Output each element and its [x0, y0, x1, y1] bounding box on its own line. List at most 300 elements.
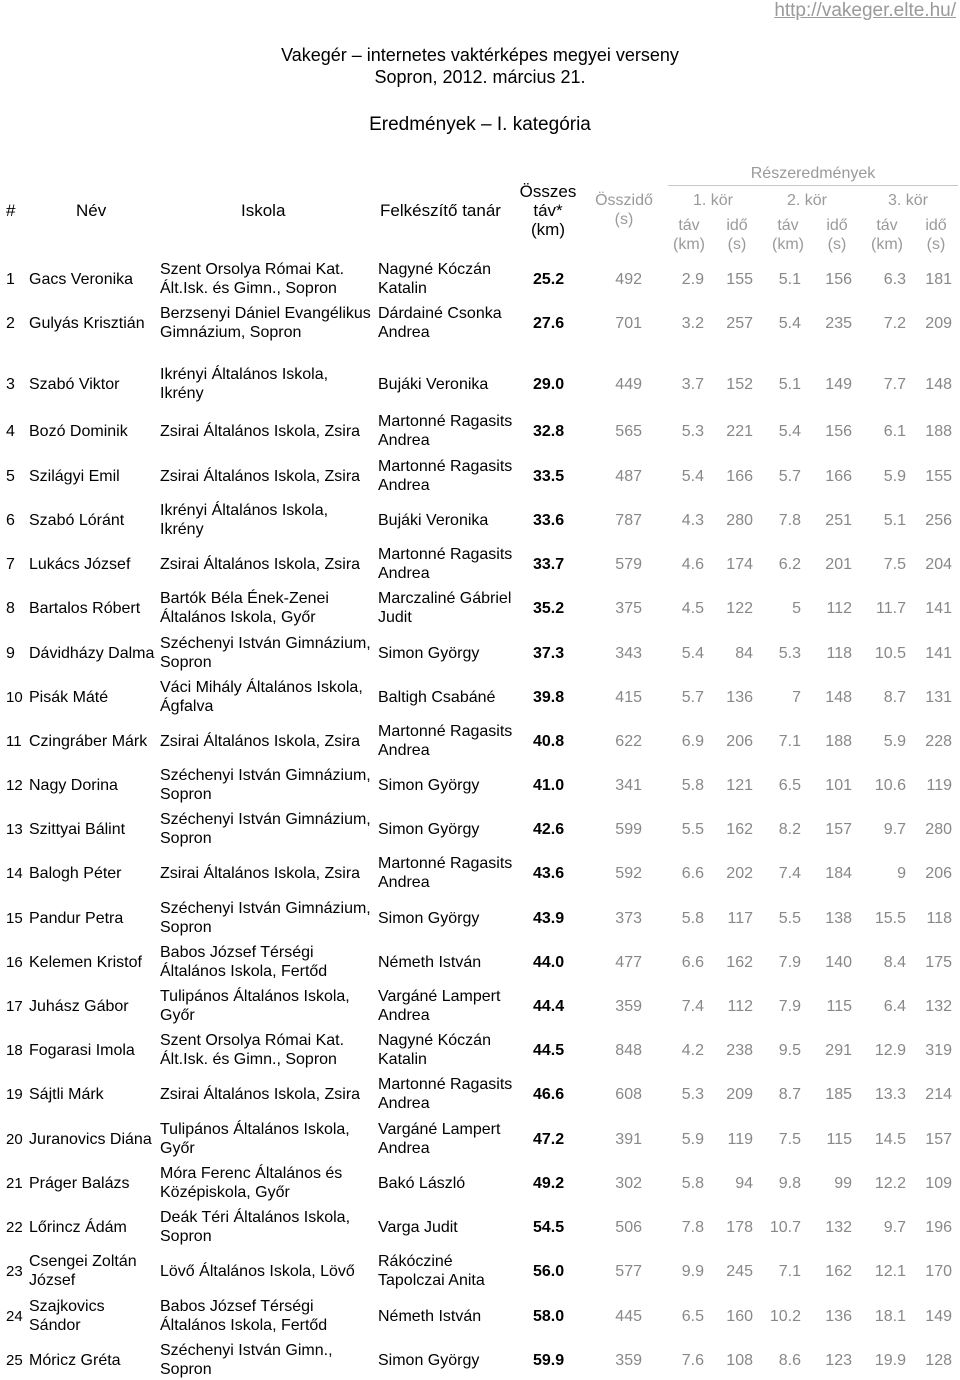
row-number: 11 — [6, 732, 22, 750]
round-2-time: 156 — [825, 270, 852, 288]
round-1-time: 94 — [735, 1174, 753, 1192]
row-number: 12 — [6, 776, 23, 794]
student-name: Balogh Péter — [29, 864, 122, 882]
round-1-distance: 7.8 — [681, 1218, 704, 1236]
total-time: 506 — [615, 1218, 642, 1236]
total-distance: 46.6 — [533, 1085, 565, 1103]
table-row — [0, 853, 960, 893]
row-number: 2 — [6, 314, 15, 332]
round-1-distance: 5.8 — [681, 909, 704, 927]
round-1-time: 206 — [726, 732, 753, 750]
round-2-distance: 8.6 — [778, 1351, 801, 1369]
round-2-distance: 9.5 — [778, 1041, 801, 1059]
round-1-distance: 6.9 — [681, 732, 704, 750]
round-1-distance: 3.7 — [681, 375, 704, 393]
round-3-distance: 9 — [897, 864, 906, 882]
teacher-name: Simon György — [378, 820, 480, 838]
round-3-distance: 5.1 — [883, 511, 906, 529]
student-name: Szittyai Bálint — [29, 820, 126, 838]
header-school: Iskola — [241, 201, 286, 220]
round-2-distance: 7.5 — [778, 1130, 801, 1148]
header-dist-label: táv — [876, 217, 898, 234]
round-2-time: 188 — [825, 732, 852, 750]
total-distance: 43.6 — [533, 864, 565, 882]
results-category-title: Eredmények – I. kategória — [369, 114, 591, 135]
round-3-time: 128 — [925, 1351, 952, 1369]
row-number: 25 — [6, 1351, 23, 1369]
round-3-distance: 8.7 — [883, 688, 906, 706]
student-name: Juhász Gábor — [29, 997, 129, 1015]
teacher-name: Marczaliné Gábriel Judit — [378, 590, 512, 626]
row-number: 24 — [6, 1307, 23, 1325]
round-1-distance: 5.5 — [681, 820, 704, 838]
header-dist-label: táv — [777, 217, 799, 234]
total-time: 592 — [615, 864, 642, 882]
teacher-name: Bakó László — [378, 1174, 466, 1192]
header-divider — [668, 185, 958, 186]
row-number: 18 — [6, 1041, 23, 1059]
round-3-distance: 6.3 — [883, 270, 906, 288]
teacher-name: Dárdainé Csonka Andrea — [378, 305, 502, 341]
round-2-time: 99 — [834, 1174, 852, 1192]
total-time: 787 — [615, 511, 642, 529]
round-3-distance: 7.7 — [883, 375, 906, 393]
round-3-time: 228 — [925, 732, 952, 750]
student-name: Gacs Veronika — [29, 270, 134, 288]
round-1-time: 202 — [726, 864, 753, 882]
school-name: Bartók Béla Ének-Zenei Általános Iskola, Győr — [160, 590, 329, 626]
round-3-time: 206 — [925, 864, 952, 882]
total-distance: 33.5 — [533, 467, 565, 485]
teacher-name: Martonné Ragasits Andrea — [378, 546, 513, 582]
total-time: 302 — [615, 1174, 642, 1192]
round-3-time: 109 — [925, 1174, 952, 1192]
table-row — [0, 456, 960, 496]
table-row — [0, 898, 960, 938]
total-distance: 42.6 — [533, 820, 565, 838]
total-distance: 40.8 — [533, 732, 565, 750]
teacher-name: Martonné Ragasits Andrea — [378, 723, 513, 759]
student-name: Lőrincz Ádám — [29, 1218, 127, 1236]
round-3-distance: 13.3 — [874, 1085, 906, 1103]
school-name: Ikrényi Általános Iskola, Ikrény — [160, 502, 329, 538]
teacher-name: Simon György — [378, 1351, 480, 1369]
table-row — [0, 1163, 960, 1203]
total-time: 375 — [615, 599, 642, 617]
round-1-distance: 4.6 — [681, 555, 704, 573]
round-2-distance: 5.7 — [778, 467, 801, 485]
round-1-time: 238 — [726, 1041, 753, 1059]
table-row — [0, 1340, 960, 1380]
round-1-distance: 3.2 — [681, 314, 704, 332]
total-time: 341 — [615, 776, 642, 794]
header-num: # — [6, 201, 16, 220]
header-km-label: (km) — [871, 236, 903, 253]
header-round-3: 3. kör — [887, 192, 928, 209]
school-name: Széchenyi István Gimnázium, Sopron — [160, 900, 371, 936]
header-round-2-dist — [767, 216, 809, 254]
student-name: Sájtli Márk — [29, 1085, 104, 1103]
student-name: Fogarasi Imola — [29, 1041, 135, 1059]
row-number: 14 — [6, 864, 23, 882]
header-total-distance-l1: Összes — [519, 182, 577, 201]
round-1-distance: 2.9 — [681, 270, 704, 288]
round-2-distance: 9.8 — [778, 1174, 801, 1192]
round-3-distance: 19.9 — [874, 1351, 906, 1369]
header-round-1-time — [718, 216, 756, 254]
round-1-time: 280 — [726, 511, 753, 529]
total-distance: 33.6 — [533, 511, 565, 529]
round-1-time: 112 — [727, 997, 753, 1015]
teacher-name: Martonné Ragasits Andrea — [378, 855, 513, 891]
round-1-distance: 5.8 — [681, 776, 704, 794]
total-distance: 44.4 — [533, 997, 565, 1015]
round-2-distance: 5.4 — [778, 314, 801, 332]
row-number: 5 — [6, 467, 15, 485]
table-row — [0, 1207, 960, 1247]
round-1-time: 178 — [726, 1218, 753, 1236]
school-name: Szent Orsolya Római Kat. Ált.Isk. és Gimn., Sopron — [160, 261, 345, 297]
round-3-time: 256 — [925, 511, 952, 529]
header-round-3-time — [916, 216, 956, 254]
row-number: 17 — [6, 997, 23, 1015]
round-3-time: 196 — [925, 1218, 952, 1236]
school-name: Berzsenyi Dániel Evangélikus Gimnázium, Sopron — [160, 305, 371, 341]
round-3-distance: 5.9 — [883, 732, 906, 750]
row-number: 16 — [6, 953, 23, 971]
total-time: 579 — [615, 555, 642, 573]
round-2-time: 166 — [825, 467, 852, 485]
round-1-time: 162 — [726, 820, 753, 838]
table-row — [0, 1251, 960, 1291]
round-3-distance: 9.7 — [883, 1218, 906, 1236]
school-name: Babos József Térségi Általános Iskola, Fertőd — [160, 1298, 328, 1334]
total-distance: 32.8 — [533, 422, 565, 440]
round-1-time: 245 — [726, 1262, 753, 1280]
round-2-distance: 8.7 — [778, 1085, 801, 1103]
round-2-distance: 10.2 — [769, 1307, 801, 1325]
round-3-time: 319 — [925, 1041, 952, 1059]
total-time: 343 — [615, 644, 642, 662]
header-time-label: idő — [925, 217, 947, 234]
header-s-label: (s) — [727, 236, 747, 253]
header-total-time-l1: Összidő — [595, 192, 653, 209]
school-name: Zsirai Általános Iskola, Zsira — [160, 422, 361, 440]
table-row — [0, 411, 960, 451]
round-1-time: 174 — [726, 555, 753, 573]
header-round-2: 2. kör — [786, 192, 827, 209]
round-2-distance: 5.1 — [778, 270, 801, 288]
teacher-name: Martonné Ragasits Andrea — [378, 413, 513, 449]
teacher-name: Simon György — [378, 776, 480, 794]
row-number: 7 — [6, 555, 15, 573]
round-3-distance: 7.2 — [883, 314, 906, 332]
round-2-time: 136 — [825, 1307, 852, 1325]
student-name: Nagy Dorina — [29, 776, 118, 794]
school-name: Váci Mihály Általános Iskola, Ágfalva — [160, 679, 363, 715]
round-1-distance: 6.6 — [681, 953, 704, 971]
total-distance: 44.5 — [533, 1041, 565, 1059]
round-1-time: 166 — [726, 467, 753, 485]
header-km-label: (km) — [673, 236, 705, 253]
total-distance: 43.9 — [533, 909, 565, 927]
round-3-time: 181 — [925, 270, 952, 288]
row-number: 10 — [6, 688, 23, 706]
row-number: 6 — [6, 511, 15, 529]
school-name: Szent Orsolya Római Kat. Ált.Isk. és Gimn., Sopron — [160, 1032, 345, 1068]
row-number: 1 — [6, 270, 15, 288]
round-3-distance: 6.1 — [883, 422, 906, 440]
teacher-name: Németh István — [378, 953, 482, 971]
round-2-time: 132 — [825, 1218, 852, 1236]
round-2-time: 251 — [825, 511, 852, 529]
total-time: 492 — [615, 270, 642, 288]
round-2-time: 149 — [825, 375, 852, 393]
school-name: Tulipános Általános Iskola, Győr — [160, 988, 350, 1024]
round-3-time: 155 — [925, 467, 952, 485]
student-name: Pandur Petra — [29, 909, 124, 927]
table-row — [0, 986, 960, 1026]
round-3-distance: 12.9 — [874, 1041, 906, 1059]
round-2-time: 138 — [825, 909, 852, 927]
table-row — [0, 677, 960, 717]
table-row — [0, 633, 960, 673]
round-3-time: 214 — [925, 1085, 952, 1103]
round-2-time: 112 — [826, 599, 852, 617]
student-name: Kelemen Kristof — [29, 953, 142, 971]
total-time: 608 — [615, 1085, 642, 1103]
row-number: 4 — [6, 422, 15, 440]
total-distance: 49.2 — [533, 1174, 565, 1192]
round-1-distance: 5.3 — [681, 1085, 704, 1103]
teacher-name: Nagyné Kóczán Katalin — [378, 1032, 491, 1068]
total-distance: 33.7 — [533, 555, 565, 573]
round-2-distance: 6.5 — [778, 776, 801, 794]
row-number: 23 — [6, 1262, 23, 1280]
total-distance: 39.8 — [533, 688, 565, 706]
round-1-distance: 4.5 — [681, 599, 704, 617]
total-time: 599 — [615, 820, 642, 838]
round-1-time: 136 — [726, 688, 753, 706]
total-distance: 37.3 — [533, 644, 565, 662]
teacher-name: Martonné Ragasits Andrea — [378, 1076, 513, 1112]
source-url-link[interactable]: http://vakeger.elte.hu/ — [774, 0, 956, 21]
round-3-time: 118 — [926, 909, 952, 927]
school-name: Széchenyi István Gimnázium, Sopron — [160, 635, 371, 671]
row-number: 13 — [6, 820, 23, 838]
row-number: 19 — [6, 1085, 23, 1103]
round-1-distance: 9.9 — [681, 1262, 704, 1280]
teacher-name: Martonné Ragasits Andrea — [378, 458, 513, 494]
total-time: 391 — [615, 1130, 642, 1148]
round-3-time: 141 — [925, 644, 952, 662]
school-name: Deák Téri Általános Iskola, Sopron — [160, 1209, 351, 1245]
round-2-time: 184 — [825, 864, 852, 882]
table-row — [0, 765, 960, 805]
total-distance: 25.2 — [533, 270, 565, 288]
round-2-distance: 7.9 — [778, 997, 801, 1015]
round-3-time: 209 — [925, 314, 952, 332]
round-1-distance: 5.7 — [681, 688, 704, 706]
header-name: Név — [76, 201, 107, 220]
table-row — [0, 1030, 960, 1070]
round-2-time: 162 — [825, 1262, 852, 1280]
round-3-distance: 10.5 — [874, 644, 906, 662]
round-2-distance: 5.5 — [778, 909, 801, 927]
total-distance: 54.5 — [533, 1218, 565, 1236]
total-time: 701 — [615, 314, 642, 332]
total-time: 445 — [615, 1307, 642, 1325]
round-3-distance: 8.4 — [883, 953, 906, 971]
round-1-distance: 4.2 — [681, 1041, 704, 1059]
school-name: Széchenyi István Gimn., Sopron — [160, 1342, 333, 1378]
round-3-distance: 5.9 — [883, 467, 906, 485]
school-name: Széchenyi István Gimnázium, Sopron — [160, 767, 371, 803]
round-2-time: 156 — [825, 422, 852, 440]
round-1-distance: 5.9 — [681, 1130, 704, 1148]
total-time: 449 — [615, 375, 642, 393]
header-total-time — [588, 191, 660, 229]
school-name: Széchenyi István Gimnázium, Sopron — [160, 811, 371, 847]
student-name: Szabó Viktor — [29, 375, 120, 393]
table-row — [0, 809, 960, 849]
table-row — [0, 364, 960, 404]
round-1-distance: 5.4 — [681, 644, 704, 662]
school-name: Zsirai Általános Iskola, Zsira — [160, 555, 361, 573]
round-3-time: 119 — [926, 776, 952, 794]
student-name: Móricz Gréta — [29, 1351, 121, 1369]
round-3-time: 148 — [925, 375, 952, 393]
teacher-name: Bujáki Veronika — [378, 511, 489, 529]
round-1-distance: 6.6 — [681, 864, 704, 882]
header-dist-label: táv — [678, 217, 700, 234]
total-time: 359 — [615, 1351, 642, 1369]
teacher-name: Rákócziné Tapolczai Anita — [378, 1253, 485, 1289]
round-1-time: 162 — [726, 953, 753, 971]
header-s-label: (s) — [827, 236, 847, 253]
round-1-distance: 6.5 — [681, 1307, 704, 1325]
table-row — [0, 303, 960, 343]
header-km-label: (km) — [772, 236, 804, 253]
school-name: Tulipános Általános Iskola, Győr — [160, 1121, 350, 1157]
row-number: 8 — [6, 599, 15, 617]
header-total-time-l2: (s) — [614, 211, 634, 228]
round-2-time: 235 — [825, 314, 852, 332]
school-name: Zsirai Általános Iskola, Zsira — [160, 467, 361, 485]
total-time: 477 — [615, 953, 642, 971]
total-distance: 59.9 — [533, 1351, 565, 1369]
round-2-time: 123 — [825, 1351, 852, 1369]
school-name: Zsirai Általános Iskola, Zsira — [160, 864, 361, 882]
total-time: 565 — [615, 422, 642, 440]
round-3-distance: 12.2 — [874, 1174, 906, 1192]
round-3-distance: 9.7 — [883, 820, 906, 838]
total-distance: 29.0 — [533, 375, 565, 393]
total-time: 373 — [615, 909, 642, 927]
total-distance: 56.0 — [533, 1262, 565, 1280]
header-partial-results: Részeredmények — [750, 165, 876, 182]
school-name: Babos József Térségi Általános Iskola, Fertőd — [160, 944, 328, 980]
teacher-name: Nagyné Kóczán Katalin — [378, 261, 491, 297]
round-3-distance: 12.1 — [874, 1262, 906, 1280]
total-time: 848 — [615, 1041, 642, 1059]
teacher-name: Baltigh Csabáné — [378, 688, 496, 706]
round-3-time: 157 — [925, 1130, 952, 1148]
round-2-time: 140 — [825, 953, 852, 971]
round-2-time: 115 — [826, 1130, 852, 1148]
round-1-distance: 7.4 — [681, 997, 704, 1015]
row-number: 20 — [6, 1130, 23, 1148]
header-round-1: 1. kör — [692, 192, 733, 209]
round-2-distance: 5.3 — [778, 644, 801, 662]
teacher-name: Vargáné Lampert Andrea — [378, 1121, 501, 1157]
page-title: Vakegér – internetes vaktérképes megyei verseny — [281, 45, 679, 65]
teacher-name: Vargáné Lampert Andrea — [378, 988, 501, 1024]
round-3-distance: 15.5 — [874, 909, 906, 927]
student-name: Bartalos Róbert — [29, 599, 141, 617]
total-time: 622 — [615, 732, 642, 750]
round-1-distance: 7.6 — [681, 1351, 704, 1369]
round-1-time: 119 — [727, 1130, 753, 1148]
student-name: Gulyás Krisztián — [29, 314, 145, 332]
school-name: Lövő Általános Iskola, Lövő — [160, 1262, 355, 1280]
header-round-3-dist — [866, 216, 908, 254]
round-2-distance: 7 — [792, 688, 801, 706]
round-2-time: 201 — [825, 555, 852, 573]
round-2-time: 118 — [826, 644, 852, 662]
row-number: 21 — [6, 1174, 23, 1192]
round-1-time: 155 — [726, 270, 753, 288]
round-2-time: 157 — [825, 820, 852, 838]
round-1-time: 152 — [726, 375, 753, 393]
student-name: Czingráber Márk — [29, 732, 148, 750]
round-1-time: 122 — [726, 599, 753, 617]
round-3-time: 149 — [925, 1307, 952, 1325]
round-2-distance: 7.8 — [778, 511, 801, 529]
header-s-label: (s) — [926, 236, 946, 253]
student-name: Szabó Lóránt — [29, 511, 125, 529]
student-name: Pisák Máté — [29, 688, 109, 706]
table-row — [0, 588, 960, 628]
round-2-distance: 7.1 — [778, 732, 801, 750]
table-row — [0, 942, 960, 982]
school-name: Móra Ferenc Általános és Középiskola, Győr — [160, 1165, 343, 1201]
header-round-2-time — [818, 216, 856, 254]
round-2-distance: 8.2 — [778, 820, 801, 838]
round-2-time: 148 — [825, 688, 852, 706]
round-3-distance: 18.1 — [874, 1307, 906, 1325]
student-name: Práger Balázs — [29, 1174, 130, 1192]
table-row — [0, 1296, 960, 1336]
student-name: Juranovics Diána — [29, 1130, 152, 1148]
round-1-time: 117 — [727, 909, 753, 927]
student-name: Bozó Dominik — [29, 422, 128, 440]
round-3-time: 170 — [925, 1262, 952, 1280]
round-1-time: 84 — [735, 644, 753, 662]
header-time-label: idő — [826, 217, 848, 234]
total-time: 577 — [615, 1262, 642, 1280]
total-distance: 41.0 — [533, 776, 565, 794]
round-2-distance: 7.1 — [778, 1262, 801, 1280]
school-name: Zsirai Általános Iskola, Zsira — [160, 1085, 361, 1103]
teacher-name: Bujáki Veronika — [378, 375, 489, 393]
round-1-time: 160 — [726, 1307, 753, 1325]
table-row — [0, 500, 960, 540]
header-total-distance-l3: (km) — [531, 220, 565, 239]
round-1-distance: 5.3 — [681, 422, 704, 440]
round-3-distance: 14.5 — [874, 1130, 906, 1148]
round-1-time: 257 — [726, 314, 753, 332]
